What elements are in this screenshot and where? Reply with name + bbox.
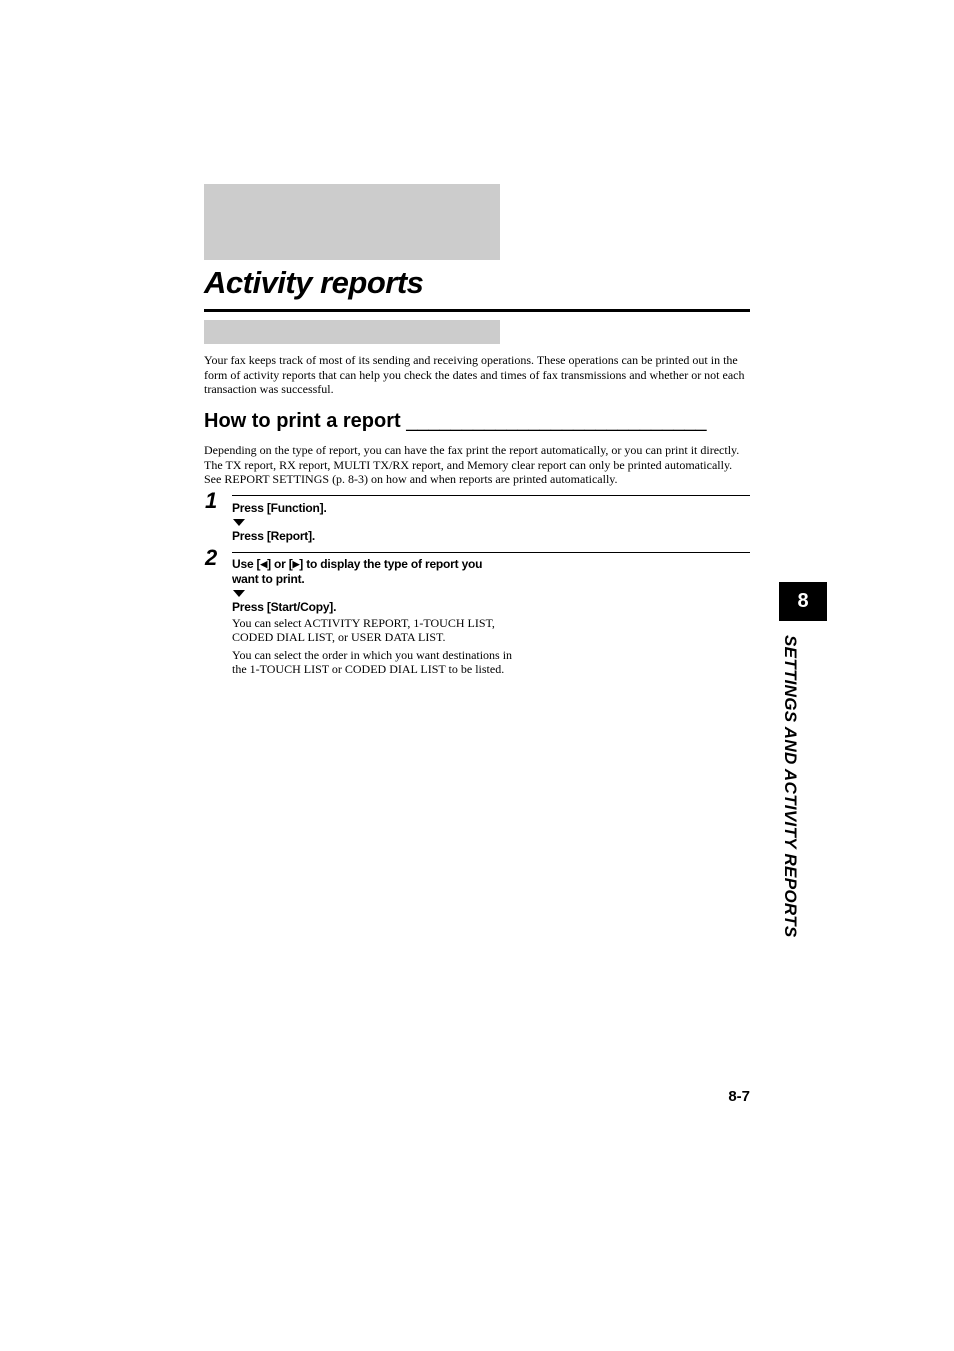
decorative-subheader-block	[204, 320, 500, 344]
chapter-side-label: SETTINGS AND ACTIVITY REPORTS	[781, 635, 800, 938]
section-heading	[204, 408, 750, 434]
chapter-intro: Your fax keeps track of most of its sending and receiving operations. These operations can be printed out in the form of activity reports that can help you check the dates and times of fax transmissions and whether or not each transaction was successful.	[204, 353, 745, 397]
step-2-note-2: You can select the order in which you want destinations in the 1-TOUCH LIST or CODED DIAL LIST to be listed.	[232, 648, 513, 677]
chapter-title: Activity reports	[204, 265, 424, 300]
chapter-tab: 8	[779, 582, 827, 621]
decorative-header-block	[204, 184, 500, 260]
section-heading-text: How to print a report	[204, 410, 401, 432]
section-heading-rule: ___________________________	[406, 410, 707, 432]
step-1-number: 1	[205, 488, 218, 513]
step-2-text-part: Use [	[232, 557, 261, 571]
step-1-instruction-1: Press [Function].	[232, 501, 327, 515]
step-2-rule	[232, 552, 750, 553]
step-2-note-1: You can select ACTIVITY REPORT, 1-TOUCH LIST, CODED DIAL LIST, or USER DATA LIST.	[232, 616, 495, 645]
left-arrow-icon: ◀	[260, 559, 268, 569]
step-2-instruction-1	[232, 557, 482, 572]
title-rule	[204, 309, 750, 312]
step-2-down-arrow-icon	[233, 590, 245, 597]
section-text: Depending on the type of report, you can have the fax print the report automatically, or you can print it directly. The TX report, RX report, MULTI TX/RX report, and Memory clear report can only be printed automatically. See REPORT SETTINGS (p. 8-3) on how and when reports are printed automatically.	[204, 443, 740, 487]
step-1-rule	[232, 495, 750, 496]
step-2-instruction-2: Press [Start/Copy].	[232, 600, 337, 614]
right-arrow-icon: ▶	[292, 559, 300, 569]
step-2-text-part: ] or [	[267, 557, 293, 571]
step-2-number: 2	[205, 545, 218, 570]
page-number: 8-7	[728, 1088, 750, 1105]
step-1-instruction-2: Press [Report].	[232, 529, 316, 543]
step-2-text-part: ] to display the type of report you	[299, 557, 483, 571]
step-1-down-arrow-icon	[233, 519, 245, 526]
step-2-instruction-1-cont: want to print.	[232, 572, 305, 586]
